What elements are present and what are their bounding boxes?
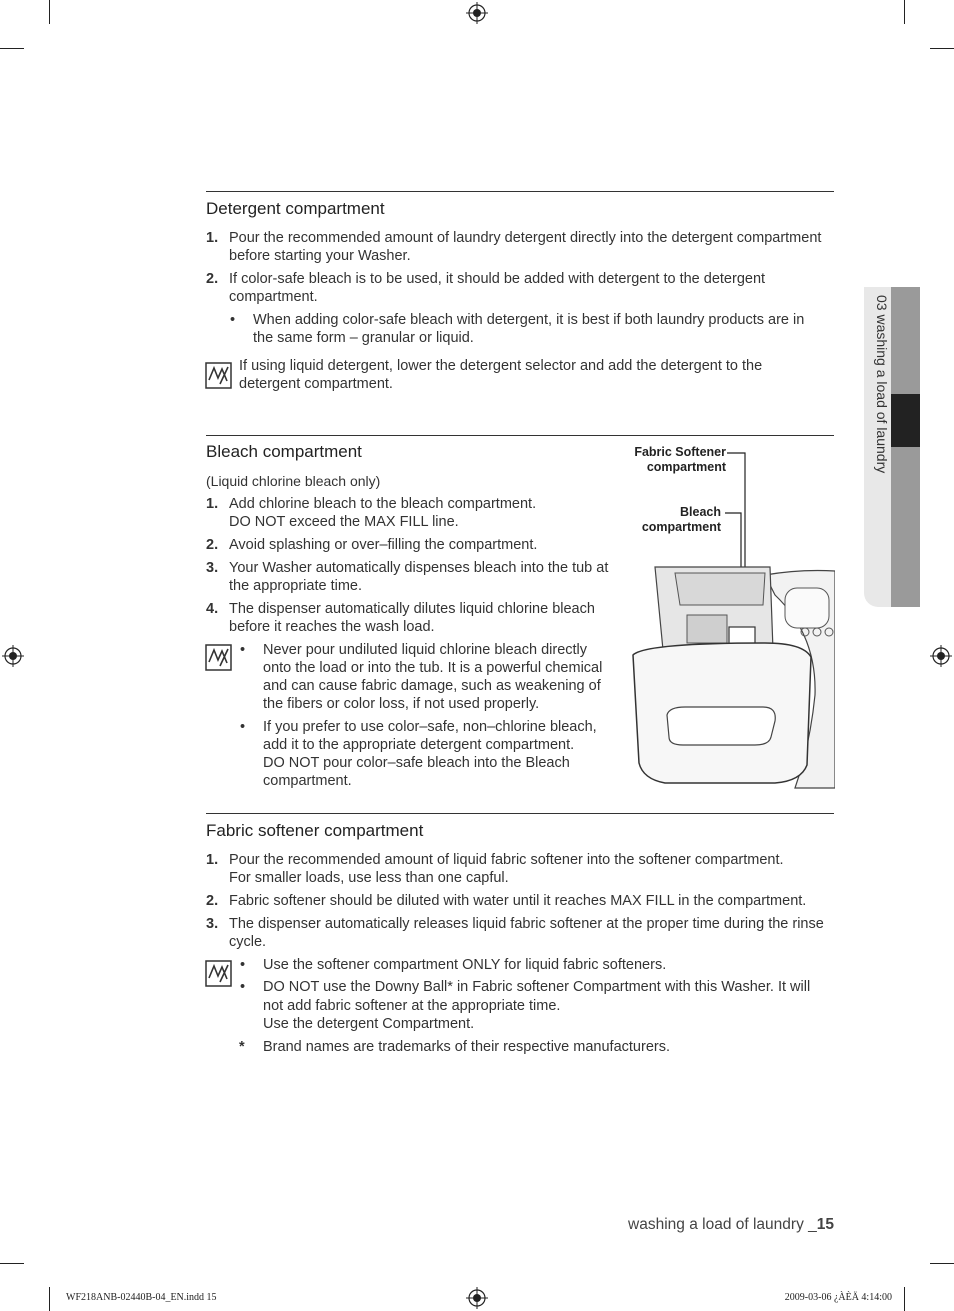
crop-mark	[49, 1287, 50, 1311]
chapter-tab-bar	[891, 287, 920, 607]
list-item-line: If color-safe bleach is to be used, it should be added with detergent to the detergent	[229, 271, 766, 287]
list-item-line: Avoid splashing or over–filling the compartment.	[229, 537, 538, 553]
list-item-line: DO NOT exceed the MAX FILL line.	[229, 514, 459, 530]
note-line: Use the detergent Compartment.	[263, 1016, 475, 1032]
asterisk: *	[239, 1039, 245, 1055]
list-item-line: Pour the recommended amount of liquid fabric softener into the softener compartment.	[229, 852, 784, 868]
note-line: Brand names are trademarks of their respective manufacturers.	[263, 1039, 670, 1055]
note-line: the fibers or color loss, if not used properly.	[263, 696, 540, 712]
detergent-heading: Detergent compartment	[206, 199, 385, 218]
list-number: 2.	[206, 537, 219, 553]
note-icon	[205, 362, 232, 389]
list-item-line: before starting your Washer.	[229, 248, 411, 264]
note-icon	[205, 960, 232, 987]
note-line: and can cause fabric damage, such as weakening of	[263, 678, 601, 694]
figure-label-bleach: Bleach compartment	[641, 505, 721, 534]
note-line: onto the load or into the tub. It is a powerful chemical	[263, 660, 603, 676]
chapter-tab-label: 03 washing a load of laundry	[874, 295, 890, 474]
page-footer	[500, 1216, 834, 1234]
section-rule	[206, 191, 834, 192]
list-item-line: For smaller loads, use less than one capful.	[229, 870, 509, 886]
list-number: 3.	[206, 916, 219, 932]
list-number: 1.	[206, 496, 219, 512]
note-line: DO NOT pour color–safe bleach into the Bleach	[263, 755, 570, 771]
crop-mark	[0, 48, 24, 49]
registration-mark-top	[466, 2, 488, 24]
crop-mark	[930, 1263, 954, 1264]
note-line: If using liquid detergent, lower the detergent selector and add the detergent to the	[239, 358, 763, 374]
list-item-line: The dispenser automatically dilutes liquid chlorine bleach	[229, 601, 595, 617]
note-line: If you prefer to use color–safe, non–chlorine bleach,	[263, 719, 597, 735]
list-item-line: before it reaches the wash load.	[229, 619, 435, 635]
bullet: •	[240, 957, 246, 973]
note-line: detergent compartment.	[239, 376, 393, 392]
section-rule	[206, 435, 834, 436]
bullet: •	[230, 312, 236, 328]
list-item-line: The dispenser automatically releases liquid fabric softener at the proper time during the rinse	[229, 916, 824, 932]
list-number: 2.	[206, 271, 219, 287]
list-number: 2.	[206, 893, 219, 909]
bleach-subtitle: (Liquid chlorine bleach only)	[206, 473, 381, 489]
list-item-line: Pour the recommended amount of laundry detergent directly into the detergent compartment	[229, 230, 822, 246]
note-icon	[205, 644, 232, 671]
registration-mark-bottom	[466, 1287, 488, 1309]
note-line: Never pour undiluted liquid chlorine bleach directly	[263, 642, 588, 658]
print-date: 2009-03-06 ¿ÀÈÄ 4:14:00	[784, 1292, 892, 1303]
note-line: Use the softener compartment ONLY for liquid fabric softeners.	[263, 957, 667, 973]
list-item-line: the appropriate time.	[229, 578, 362, 594]
bullet-line: When adding color-safe bleach with detergent, it is best if both laundry products are in	[253, 312, 805, 328]
bullet: •	[240, 979, 246, 995]
list-item-line: Fabric softener should be diluted with water until it reaches MAX FILL in the compartment.	[229, 893, 807, 909]
note-line: not add fabric softener at the appropriate time.	[263, 998, 561, 1014]
section-rule	[206, 813, 834, 814]
file-info: WF218ANB-02440B-04_EN.indd 15	[66, 1292, 217, 1303]
list-item-line: cycle.	[229, 934, 267, 950]
crop-mark	[0, 1263, 24, 1264]
list-item-line: Add chlorine bleach to the bleach compartment.	[229, 496, 537, 512]
figure-label-softener: Fabric Softener compartment	[634, 445, 726, 474]
chapter-tab-marker	[891, 394, 920, 447]
note-line: compartment.	[263, 773, 352, 789]
list-item-line: compartment.	[229, 289, 318, 305]
note-line: add it to the appropriate detergent compartment.	[263, 737, 575, 753]
list-item-line: Your Washer automatically dispenses bleach into the tub at	[229, 560, 609, 576]
list-number: 3.	[206, 560, 219, 576]
crop-mark	[904, 1287, 905, 1311]
softener-heading: Fabric softener compartment	[206, 821, 424, 840]
list-number: 4.	[206, 601, 219, 617]
crop-mark	[930, 48, 954, 49]
bleach-heading: Bleach compartment	[206, 442, 362, 461]
registration-mark-left	[2, 645, 24, 667]
list-number: 1.	[206, 230, 219, 246]
dispenser-illustration	[625, 445, 835, 790]
note-line: DO NOT use the Downy Ball* in Fabric softener Compartment with this Washer. It will	[263, 979, 811, 995]
crop-mark	[904, 0, 905, 24]
bullet: •	[240, 642, 246, 658]
bullet: •	[240, 719, 246, 735]
list-number: 1.	[206, 852, 219, 868]
page-number: 15	[816, 1216, 834, 1233]
footer-section: washing a load of laundry _	[628, 1216, 817, 1233]
bullet-line: the same form – granular or liquid.	[253, 330, 474, 346]
crop-mark	[49, 0, 50, 24]
registration-mark-right	[930, 645, 952, 667]
